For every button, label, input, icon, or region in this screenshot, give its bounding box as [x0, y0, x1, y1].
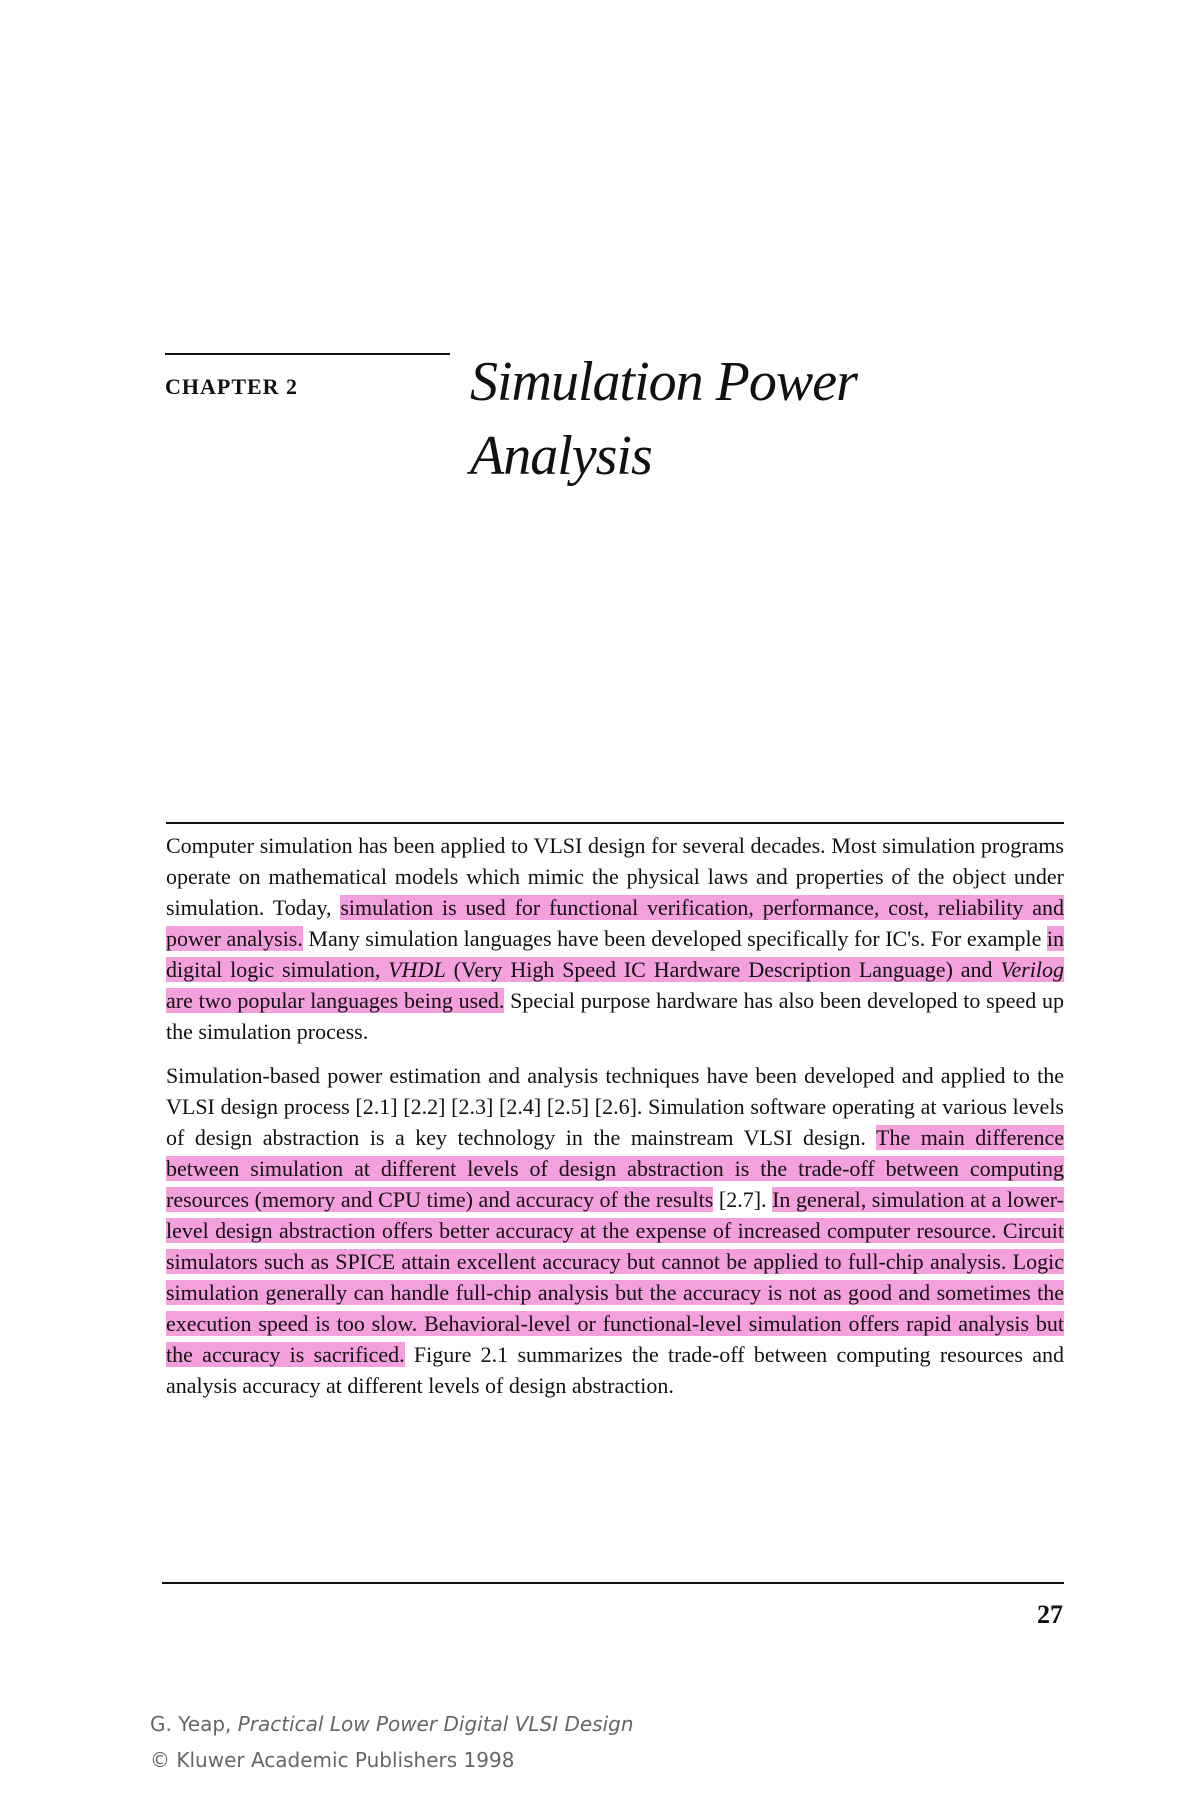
footer-author: G. Yeap, [150, 1712, 238, 1736]
text-segment: Figure 2.1 summarizes the trade-off between computing resources and analysis accuracy at different levels of design abstraction. [166, 1342, 1064, 1398]
body-text [166, 830, 1064, 1414]
paragraph-1 [166, 830, 1064, 1047]
chapter-title [470, 345, 1030, 493]
text-segment: Computer simulation has been applied to VLSI design for several decades. Most simulation programs operate on mathematical models which mimic the physical laws and properties of the object under simulation. Today, [166, 833, 1064, 920]
highlighted-text: The main difference between simulation at different levels of design abstraction is the trade-off between computing resources (memory and CPU time) and accuracy of the results [166, 1125, 1064, 1212]
highlighted-text: simulation is used for functional verification, performance, cost, reliability and power analysis. [166, 895, 1064, 951]
highlighted-text: In general, simulation at a lower-level design abstraction offers better accuracy at the expense of increased computer resource. Circuit simulators such as SPICE attain excellent accuracy but cannot be applied to full-chip analysis. Logic simulation generally can handle full-chip analysis but the accuracy is not as good and sometimes the execution speed is too slow. Behavioral-level or functional-level simulation offers rapid analysis but the accuracy is sacrificed. [166, 1187, 1064, 1367]
footer [150, 1706, 634, 1778]
chapter-label: CHAPTER 2 [165, 374, 299, 399]
text-segment: Many simulation languages have been developed specifically for IC's. For example [302, 926, 1047, 951]
page-number: 27 [1037, 1600, 1063, 1629]
footer-book-title: Practical Low Power Digital VLSI Design [237, 1712, 634, 1736]
highlighted-text: VHDL [388, 957, 446, 982]
body-top-rule [166, 822, 1064, 824]
footer-copyright: © Kluwer Academic Publishers 1998 [150, 1748, 515, 1772]
paragraph-2 [166, 1060, 1064, 1401]
chapter-title-line-2: Analysis [470, 425, 652, 487]
page-bottom-rule [162, 1582, 1064, 1584]
highlighted-text: Verilog [1000, 957, 1064, 982]
text-segment: Special purpose hardware has also been developed to speed up the simulation process. [166, 988, 1064, 1044]
chapter-top-rule [165, 353, 450, 355]
text-segment: Simulation-based power estimation and analysis techniques have been developed and applied to the VLSI design process [2.1] [2.2] [2.3] [2.4] [2.5] [2.6]. Simulation software operating at various levels of design abstraction is a key technology in the mainstream VLSI design. [166, 1063, 1064, 1150]
highlighted-text: (Very High Speed IC Hardware Description Language) and [445, 957, 1001, 982]
highlighted-text: in digital logic simulation, [166, 926, 1064, 982]
highlighted-text: are two popular languages being used. [166, 988, 505, 1013]
text-segment: [2.7]. [713, 1187, 773, 1212]
footer-citation [150, 1706, 634, 1742]
chapter-title-line-1: Simulation Power [470, 351, 857, 413]
